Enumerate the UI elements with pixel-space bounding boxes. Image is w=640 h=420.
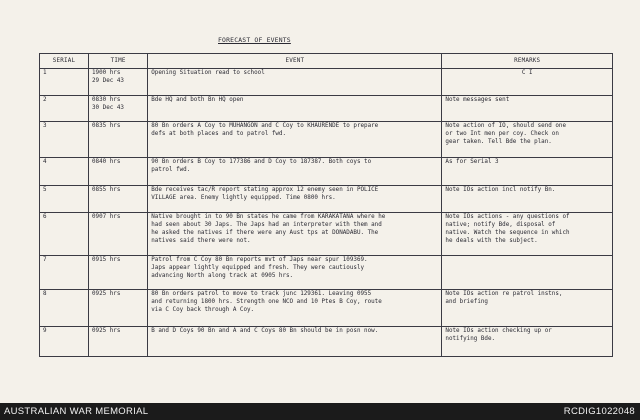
event-cell: Native brought in to 90 Bn states he came from KARAKATANA where he had seen about 30 Japs. The Japs had an interpreter with them and he asked the natives if there were any Aust tps at DONADABU. The natives said there were not. — [148, 213, 442, 256]
time-value: 0830 hrs — [92, 97, 121, 103]
serial-cell: 3 — [40, 122, 89, 158]
column-header-event: EVENT — [148, 54, 442, 69]
serial-cell: 9 — [40, 327, 89, 357]
table-row — [40, 327, 613, 357]
remarks-cell — [442, 256, 613, 290]
serial-cell: 7 — [40, 256, 89, 290]
time-cell — [89, 122, 148, 158]
event-cell: Patrol from C Coy 80 Bn reports mvt of Japs near spur 109369. Japs appear lightly equipped and fresh. They were cautiously advancing North along track at 0905 hrs. — [148, 256, 442, 290]
remarks-cell: Note IOs action incl notify Bn. — [442, 186, 613, 213]
time-cell — [89, 327, 148, 357]
remarks-cell: Note IOs action re patrol instns, and briefing — [442, 290, 613, 327]
remarks-cell: Note IOs actions - any questions of native; notify Bde, disposal of native. Watch the sequence in which he deals with the subject. — [442, 213, 613, 256]
table-row — [40, 290, 613, 327]
time-value: 0855 hrs — [92, 187, 121, 193]
time-cell — [89, 290, 148, 327]
table-header-row — [40, 54, 613, 69]
time-cell — [89, 69, 148, 96]
time-value: 0915 hrs — [92, 257, 121, 263]
time-value: 0840 hrs — [92, 159, 121, 165]
serial-cell: 6 — [40, 213, 89, 256]
time-cell — [89, 213, 148, 256]
event-cell: Opening Situation read to school — [148, 69, 442, 96]
date-value: 30 Dec 43 — [92, 105, 124, 111]
table-row — [40, 213, 613, 256]
event-cell: 80 Bn orders patrol to move to track junc 129361. Leaving 0955 and returning 1800 hrs. Strength one NCO and 10 Ptes B Coy, route via C Coy back through A Coy. — [148, 290, 442, 327]
event-cell: B and D Coys 90 Bn and A and C Coys 80 Bn should be in posn now. — [148, 327, 442, 357]
time-value: 1900 hrs — [92, 70, 121, 76]
table-row — [40, 69, 613, 96]
event-cell: 90 Bn orders B Coy to 177386 and D Coy to 187387. Both coys to patrol fwd. — [148, 158, 442, 186]
event-cell: Bde receives tac/R report stating approx 12 enemy seen in POLICE VILLAGE area. Enemy lightly equipped. Time 0800 hrs. — [148, 186, 442, 213]
date-value: 29 Dec 43 — [92, 78, 124, 84]
serial-cell: 8 — [40, 290, 89, 327]
time-cell — [89, 256, 148, 290]
archive-footer — [0, 403, 640, 420]
table-row — [40, 186, 613, 213]
time-cell — [89, 158, 148, 186]
time-value: 0835 hrs — [92, 123, 121, 129]
column-header-serial: SERIAL — [40, 54, 89, 69]
serial-cell: 2 — [40, 96, 89, 122]
table-row — [40, 96, 613, 122]
table-row — [40, 256, 613, 290]
remarks-cell: C I — [442, 69, 613, 96]
time-value: 0907 hrs — [92, 214, 121, 220]
column-header-time: TIME — [89, 54, 148, 69]
serial-cell: 5 — [40, 186, 89, 213]
events-table — [39, 53, 613, 357]
remarks-cell: As for Serial 3 — [442, 158, 613, 186]
serial-cell: 4 — [40, 158, 89, 186]
time-cell — [89, 96, 148, 122]
column-header-remarks: REMARKS — [442, 54, 613, 69]
serial-cell: 1 — [40, 69, 89, 96]
remarks-cell: Note action of IO, should send one or two Int men per coy. Check on gear taken. Tell Bde the plan. — [442, 122, 613, 158]
time-value: 0925 hrs — [92, 328, 121, 334]
table-row — [40, 158, 613, 186]
event-cell: Bde HQ and both Bn HQ open — [148, 96, 442, 122]
remarks-cell: Note IOs action checking up or notifying Bde. — [442, 327, 613, 357]
archive-credit: AUSTRALIAN WAR MEMORIAL — [4, 406, 149, 417]
remarks-cell: Note messages sent — [442, 96, 613, 122]
event-cell: 80 Bn orders A Coy to MUHANGON and C Coy to KHAURENDE to prepare defs at both places and to patrol fwd. — [148, 122, 442, 158]
table-row — [40, 122, 613, 158]
document-heading: FORECAST OF EVENTS — [218, 36, 291, 44]
time-cell — [89, 186, 148, 213]
time-value: 0925 hrs — [92, 291, 121, 297]
archive-reference: RCDIG1022048 — [563, 406, 635, 417]
